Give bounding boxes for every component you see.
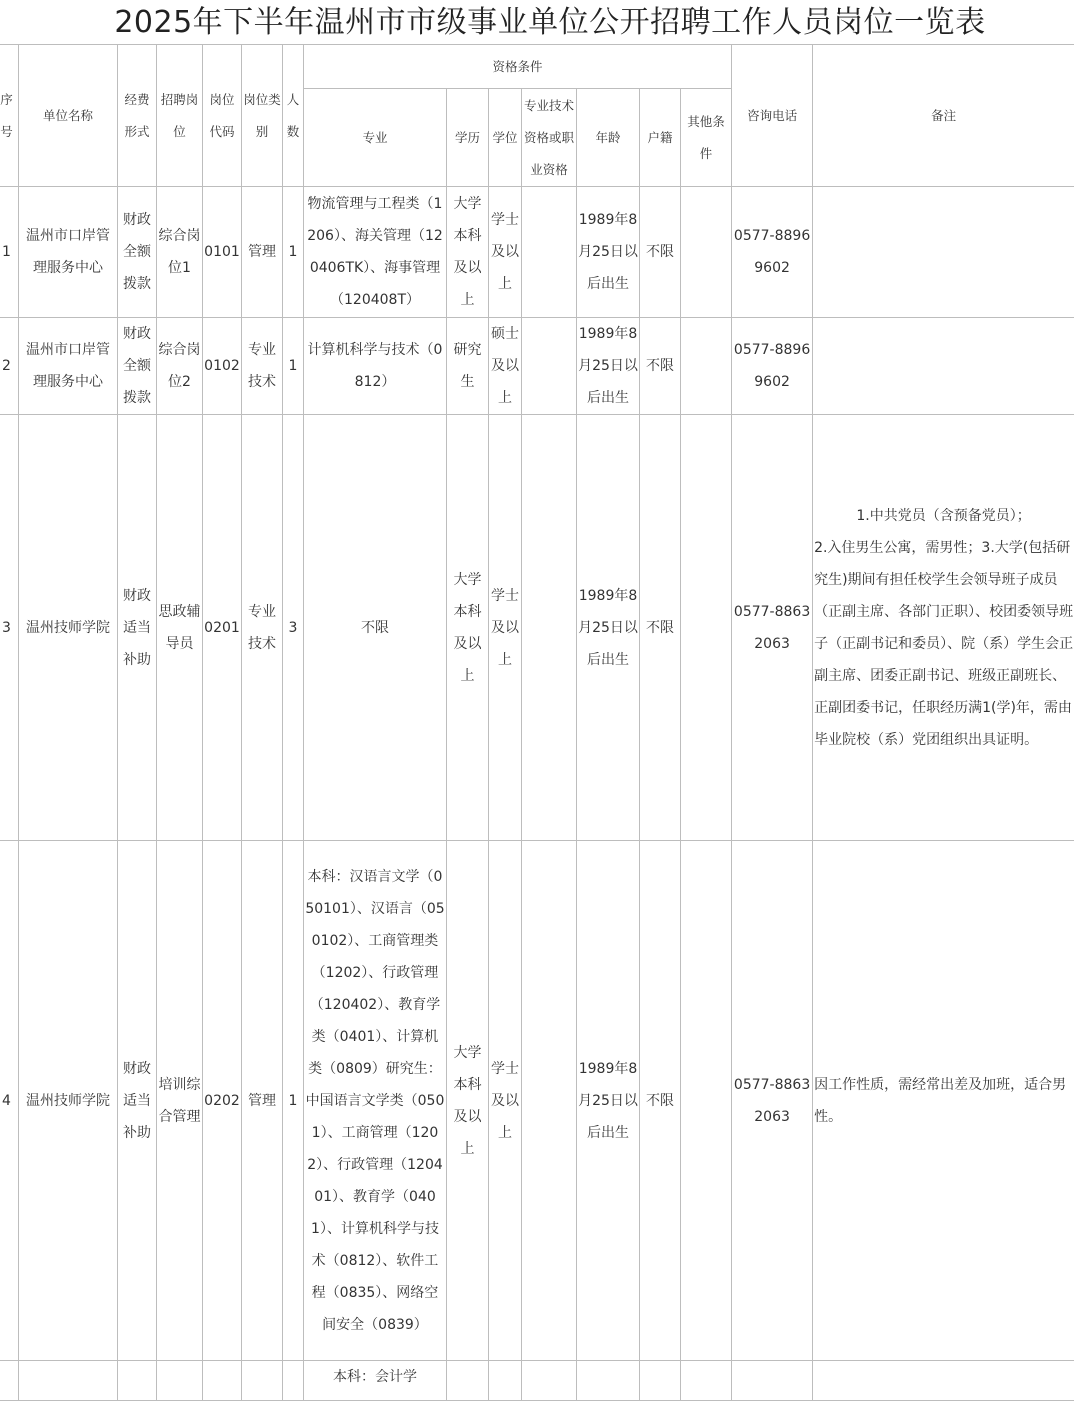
cell-other <box>681 415 732 841</box>
cell-post: 思政辅导员 <box>157 415 203 841</box>
header-hukou: 户籍 <box>640 89 681 187</box>
cell-phone: 0577-88969602 <box>732 187 813 318</box>
cell-seq: 1 <box>0 187 19 318</box>
cell-age: 1989年8月25日以后出生 <box>577 415 640 841</box>
cell-hukou: 不限 <box>640 318 681 415</box>
cell-education: 大学本科及以上 <box>447 841 489 1361</box>
cell-degree: 学士及以上 <box>489 415 522 841</box>
cell-hukou: 不限 <box>640 415 681 841</box>
cell-other <box>681 187 732 318</box>
cell-age: 1989年8月25日以后出生 <box>577 841 640 1361</box>
cell-category <box>242 1361 283 1401</box>
header-remark: 备注 <box>813 45 1074 187</box>
cell-count: 3 <box>283 415 304 841</box>
cell-category: 专业技术 <box>242 415 283 841</box>
table-row <box>0 187 1074 318</box>
cell-cert <box>522 187 577 318</box>
cell-code <box>203 1361 242 1401</box>
cell-other <box>681 318 732 415</box>
cell-code: 0201 <box>203 415 242 841</box>
cell-unit: 温州技师学院 <box>19 841 118 1361</box>
remark-line-2: 2.入住男生公寓，需男性；3.大学(包括研究生)期间有担任校学生会领导班子成员（正副主席、各部门正职）、校团委领导班子（正副书记和委员）、院（系）学生会正副主席、团委正副书记、班级正副班长、正副团委书记，任职经历满1(学)年，需由毕业院校（系）党团组织出具证明。 <box>814 539 1074 748</box>
header-qualification: 资格条件 <box>304 45 732 89</box>
cell-count: 1 <box>283 318 304 415</box>
cell-funding: 财政全额拨款 <box>118 187 157 318</box>
cell-remark <box>813 415 1074 841</box>
cell-count: 1 <box>283 841 304 1361</box>
header-unit: 单位名称 <box>19 45 118 187</box>
cell-major: 物流管理与工程类（1206）、海关管理（120406TK）、海事管理（120408T） <box>304 187 447 318</box>
cell-major: 本科：会计学 <box>304 1361 447 1401</box>
cell-funding: 财政全额拨款 <box>118 318 157 415</box>
cell-unit: 温州技师学院 <box>19 415 118 841</box>
cell-remark <box>813 187 1074 318</box>
cell-count <box>283 1361 304 1401</box>
cell-major: 本科：汉语言文学（050101）、汉语言（050102）、工商管理类（1202）、行政管理（120402）、教育学类（0401）、计算机类（0809）研究生：中国语言文学类（0501）、工商管理（1202）、行政管理（120401）、教育学（0401）、计算机科学与技术（0812）、软件工程（0835）、网络空间安全（0839） <box>304 841 447 1361</box>
cell-hukou: 不限 <box>640 187 681 318</box>
cell-cert <box>522 1361 577 1401</box>
cell-category: 专业技术 <box>242 318 283 415</box>
header-category: 岗位类别 <box>242 45 283 187</box>
cell-hukou <box>640 1361 681 1401</box>
header-education: 学历 <box>447 89 489 187</box>
header-phone: 咨询电话 <box>732 45 813 187</box>
cell-post: 综合岗位2 <box>157 318 203 415</box>
cell-remark <box>813 1361 1074 1401</box>
cell-post <box>157 1361 203 1401</box>
cell-code: 0102 <box>203 318 242 415</box>
cell-count: 1 <box>283 187 304 318</box>
cell-funding: 财政适当补助 <box>118 415 157 841</box>
header-age: 年龄 <box>577 89 640 187</box>
cell-seq: 3 <box>0 415 19 841</box>
cell-cert <box>522 415 577 841</box>
header-other: 其他条件 <box>681 89 732 187</box>
cell-unit <box>19 1361 118 1401</box>
cell-unit: 温州市口岸管理服务中心 <box>19 318 118 415</box>
cell-code: 0202 <box>203 841 242 1361</box>
cell-post: 综合岗位1 <box>157 187 203 318</box>
cell-cert <box>522 841 577 1361</box>
header-row-1 <box>0 45 1074 89</box>
cell-unit: 温州市口岸管理服务中心 <box>19 187 118 318</box>
cell-education <box>447 1361 489 1401</box>
cell-funding <box>118 1361 157 1401</box>
cell-education: 大学本科及以上 <box>447 187 489 318</box>
cell-age: 1989年8月25日以后出生 <box>577 318 640 415</box>
header-cert: 专业技术资格或职业资格 <box>522 89 577 187</box>
header-seq: 序号 <box>0 45 19 187</box>
header-code: 岗位代码 <box>203 45 242 187</box>
page-title: 2025年下半年温州市市级事业单位公开招聘工作人员岗位一览表 <box>114 5 986 40</box>
cell-age: 1989年8月25日以后出生 <box>577 187 640 318</box>
cell-post: 培训综合管理 <box>157 841 203 1361</box>
cell-phone: 0577-88632063 <box>732 841 813 1361</box>
remark-line-1: 1.中共党员（含预备党员）； <box>856 507 1031 524</box>
cell-seq: 2 <box>0 318 19 415</box>
cell-degree <box>489 1361 522 1401</box>
cell-phone <box>732 1361 813 1401</box>
cell-degree: 学士及以上 <box>489 841 522 1361</box>
cell-other <box>681 1361 732 1401</box>
header-funding: 经费形式 <box>118 45 157 187</box>
cell-education: 研究生 <box>447 318 489 415</box>
header-post: 招聘岗位 <box>157 45 203 187</box>
cell-hukou: 不限 <box>640 841 681 1361</box>
table-row <box>0 1361 1074 1401</box>
cell-seq: 4 <box>0 841 19 1361</box>
cell-other <box>681 841 732 1361</box>
cell-major: 计算机科学与技术（0812） <box>304 318 447 415</box>
recruitment-table <box>0 44 1074 1401</box>
cell-major: 不限 <box>304 415 447 841</box>
cell-education: 大学本科及以上 <box>447 415 489 841</box>
cell-code: 0101 <box>203 187 242 318</box>
header-major: 专业 <box>304 89 447 187</box>
cell-degree: 学士及以上 <box>489 187 522 318</box>
table-row <box>0 415 1074 841</box>
cell-funding: 财政适当补助 <box>118 841 157 1361</box>
cell-phone: 0577-88632063 <box>732 415 813 841</box>
cell-cert <box>522 318 577 415</box>
table-row <box>0 318 1074 415</box>
cell-age <box>577 1361 640 1401</box>
table-row <box>0 841 1074 1361</box>
cell-phone: 0577-88969602 <box>732 318 813 415</box>
cell-seq <box>0 1361 19 1401</box>
header-degree: 学位 <box>489 89 522 187</box>
cell-remark <box>813 318 1074 415</box>
cell-category: 管理 <box>242 841 283 1361</box>
cell-degree: 硕士及以上 <box>489 318 522 415</box>
cell-remark: 因工作性质，需经常出差及加班，适合男性。 <box>813 841 1074 1361</box>
header-count: 人数 <box>283 45 304 187</box>
cell-category: 管理 <box>242 187 283 318</box>
